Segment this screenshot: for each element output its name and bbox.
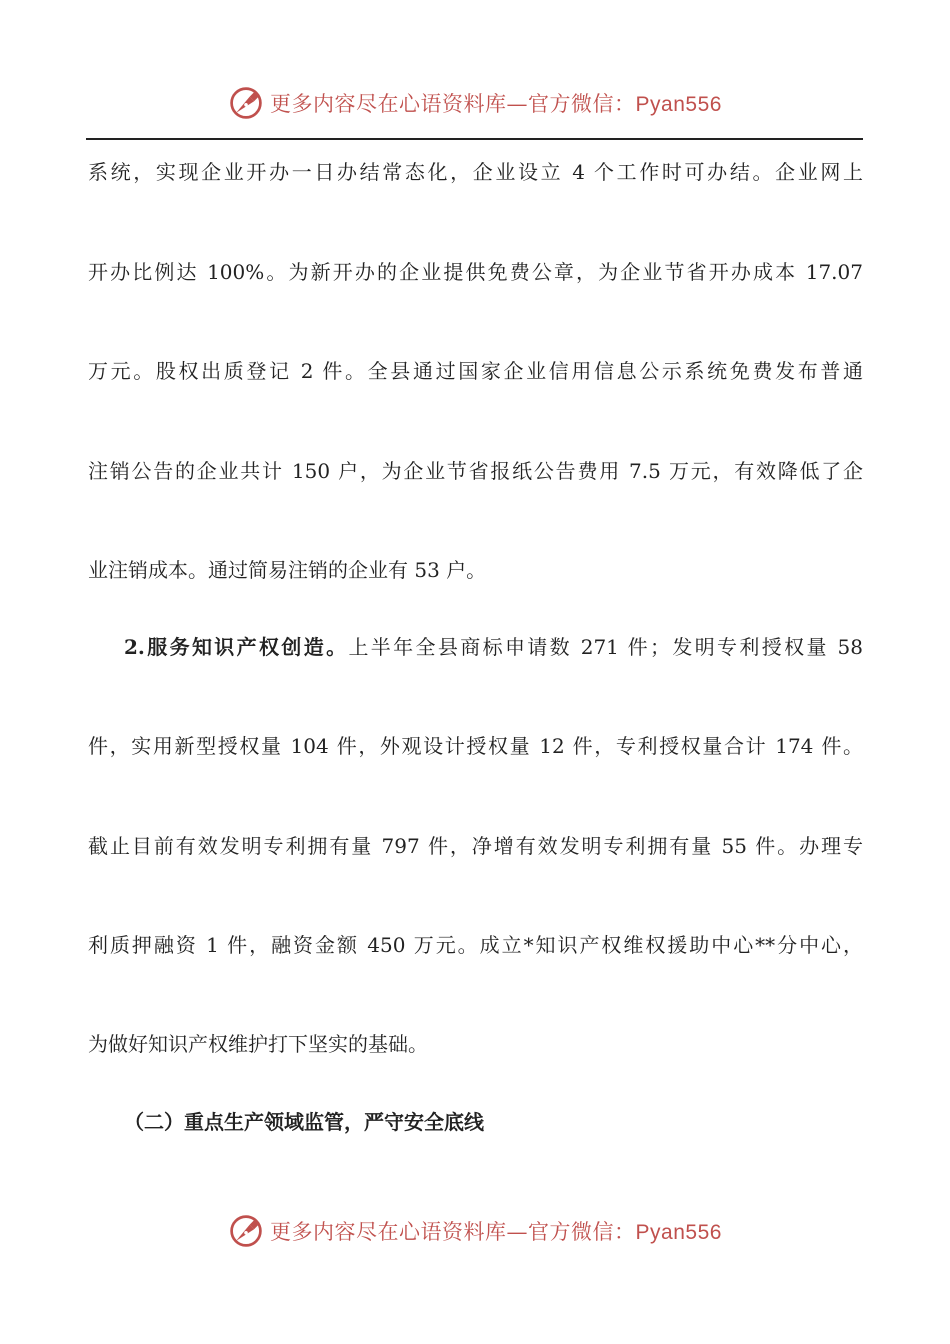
- section-2-first-line: [124, 627, 863, 667]
- section-2-line-2: 件，实用新型授权量 104 件，外观设计授权量 12 件，专利授权量合计 174 件。: [88, 734, 863, 758]
- header-banner: [0, 83, 950, 123]
- pen-nib-logo-icon: [228, 85, 264, 121]
- subheading-2: （二）重点生产领域监管，严守安全底线: [124, 1110, 484, 1134]
- footer-banner-handle: Pyan556: [635, 1221, 722, 1244]
- footer-banner: [0, 1211, 950, 1251]
- header-banner-label: 更多内容尽在心语资料库—官方微信：: [270, 92, 636, 116]
- section-2-heading: 2.服务知识产权创造。: [124, 635, 349, 659]
- body-line-1: 系统，实现企业开办一日办结常态化，企业设立 4 个工作时可办结。企业网上: [88, 160, 863, 184]
- pen-nib-logo-icon: [228, 1213, 264, 1249]
- body-line-5: 业注销成本。通过简易注销的企业有 53 户。: [88, 558, 487, 582]
- footer-banner-label: 更多内容尽在心语资料库—官方微信：: [270, 1220, 636, 1244]
- section-2-line-4: 利质押融资 1 件，融资金额 450 万元。成立*知识产权维权援助中心**分中心，: [88, 933, 863, 957]
- footer-banner-text: [270, 1216, 722, 1246]
- section-2-line-3: 截止目前有效发明专利拥有量 797 件，净增有效发明专利拥有量 55 件。办理专: [88, 834, 863, 858]
- section-2-line-5: 为做好知识产权维护打下坚实的基础。: [88, 1032, 428, 1056]
- body-line-3: 万元。股权出质登记 2 件。全县通过国家企业信用信息公示系统免费发布普通: [88, 359, 863, 383]
- section-2-first-line-text: 上半年全县商标申请数 271 件；发明专利授权量 58: [348, 635, 863, 659]
- header-divider: [86, 138, 863, 140]
- header-banner-handle: Pyan556: [635, 93, 722, 116]
- body-line-2: 开办比例达 100%。为新开办的企业提供免费公章，为企业节省开办成本 17.07: [88, 260, 863, 284]
- body-line-4: 注销公告的企业共计 150 户，为企业节省报纸公告费用 7.5 万元，有效降低了企: [88, 459, 863, 483]
- header-banner-text: [270, 88, 722, 118]
